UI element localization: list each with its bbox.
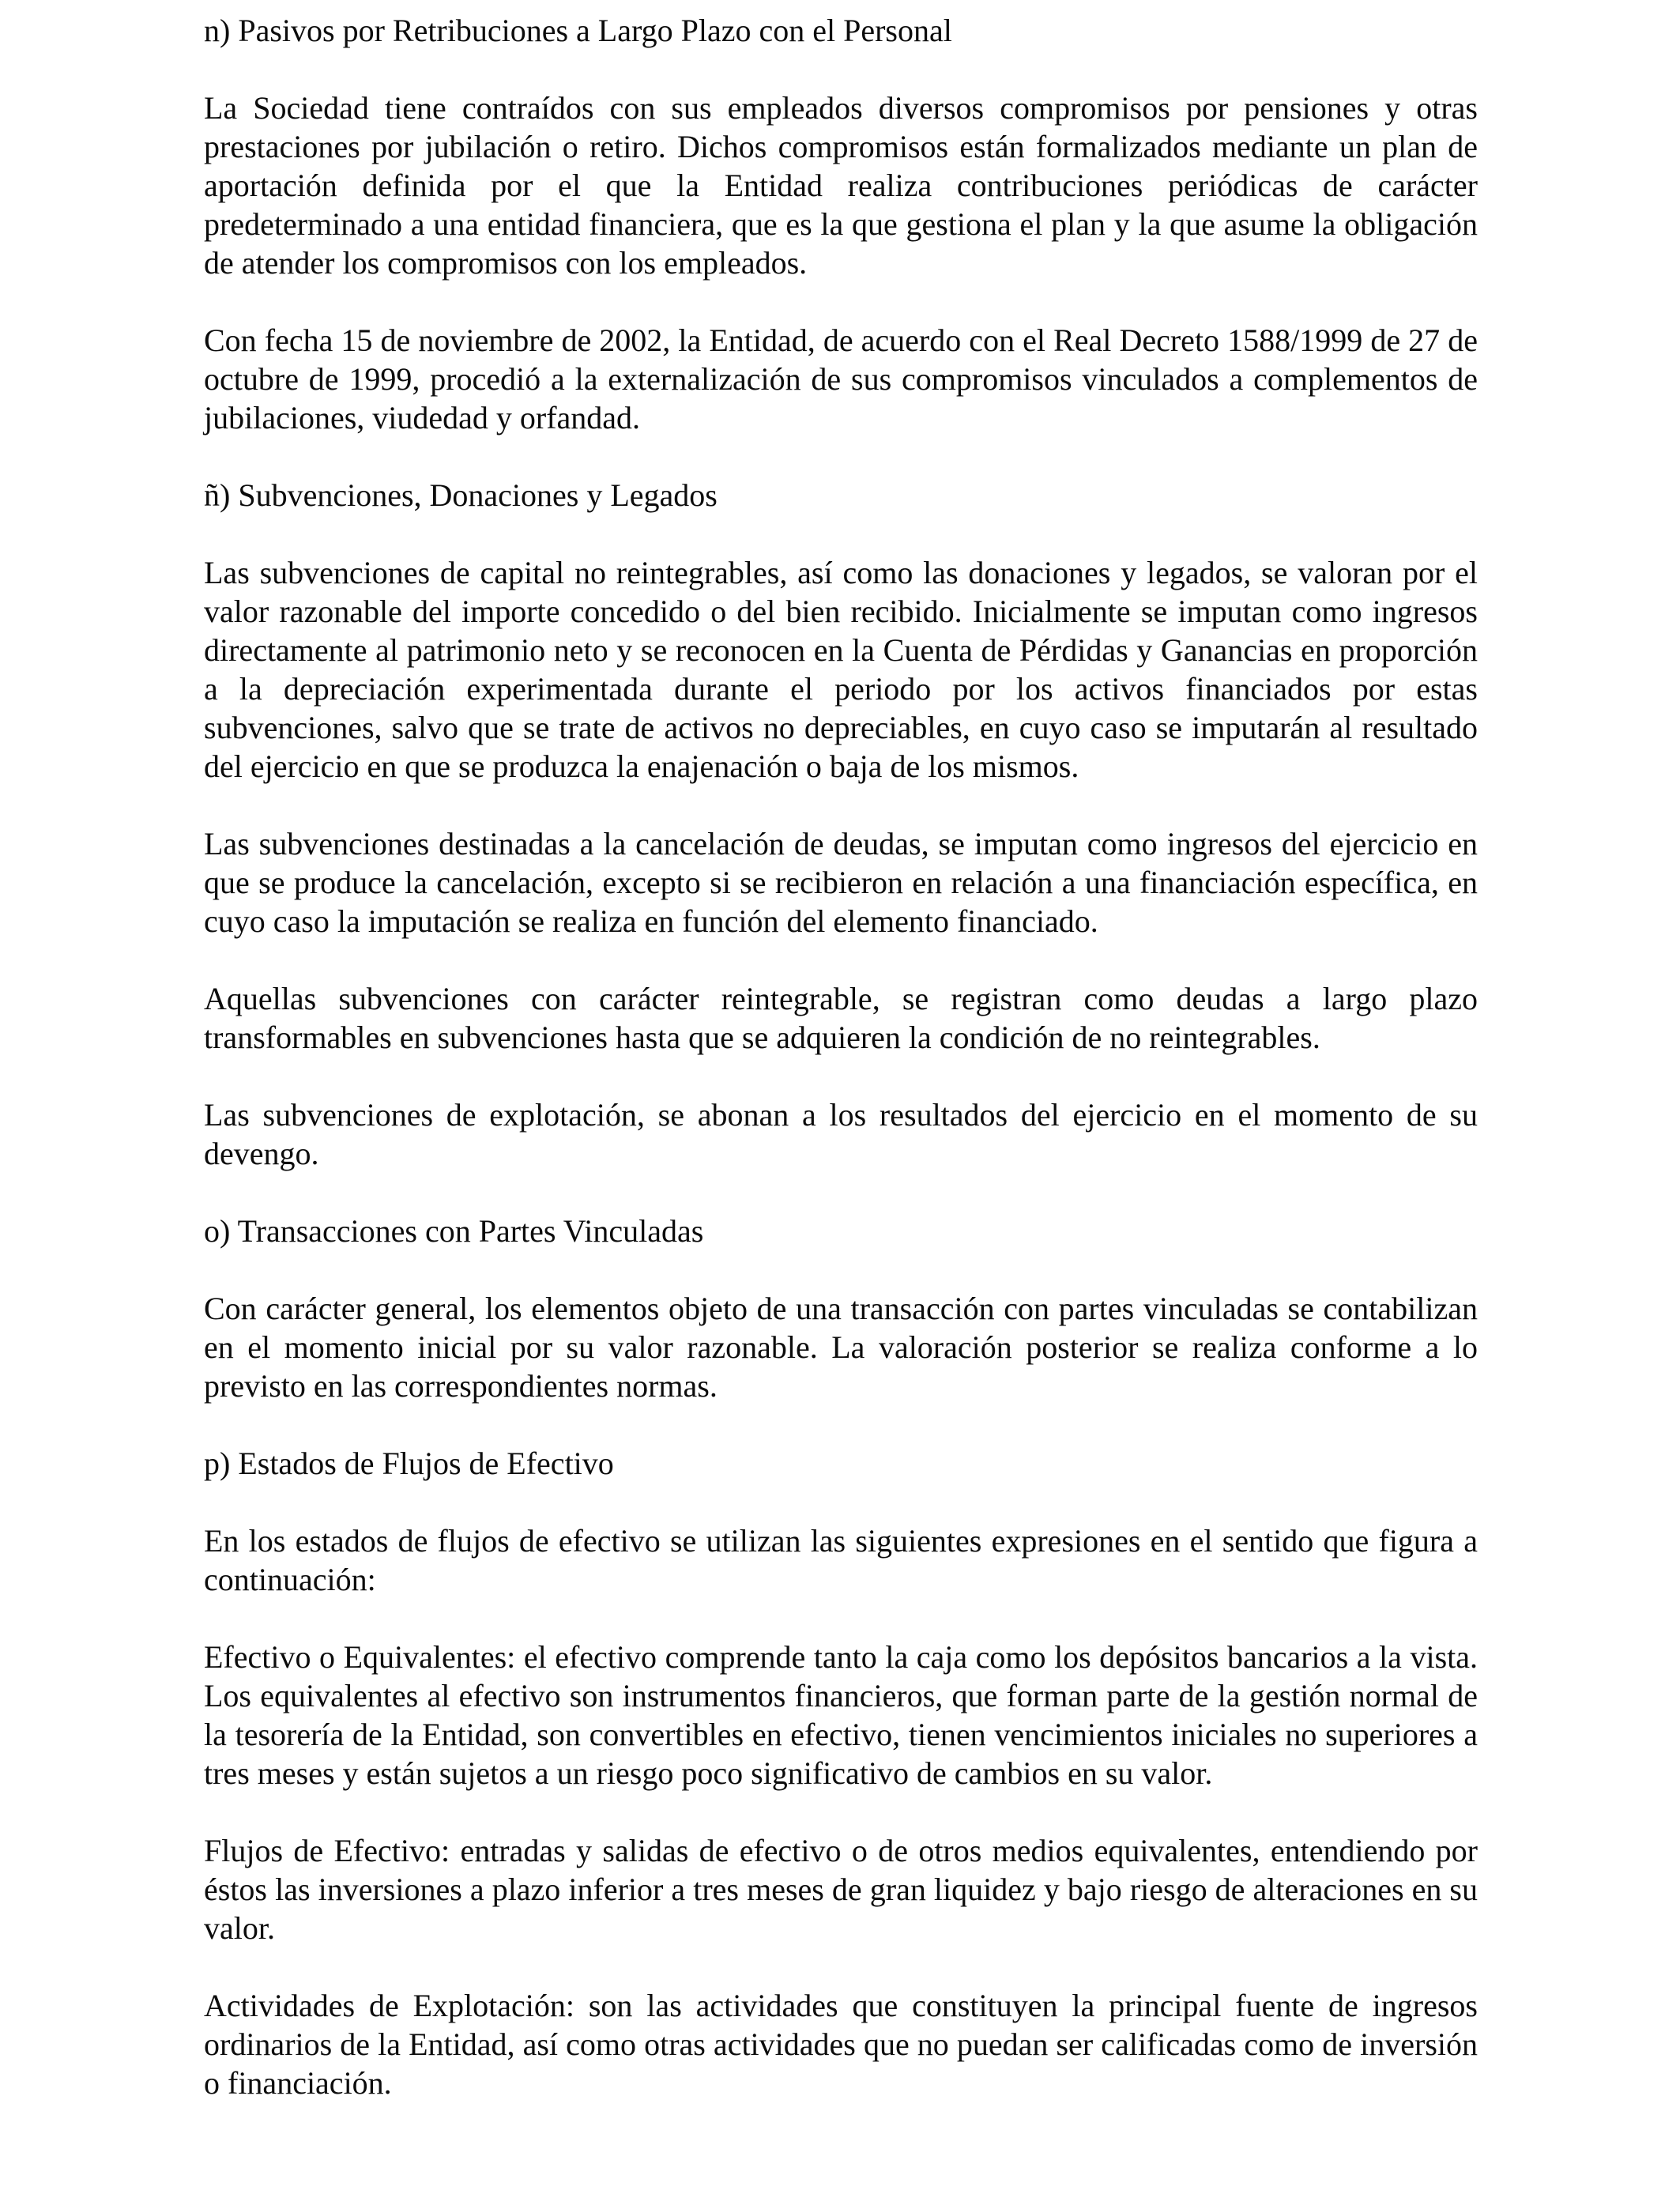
- section-heading-p: p) Estados de Flujos de Efectivo: [204, 1446, 614, 1481]
- section-heading-n: n) Pasivos por Retribuciones a Largo Plazo con el Personal: [204, 13, 952, 48]
- paragraph: Con fecha 15 de noviembre de 2002, la Entidad, de acuerdo con el Real Decreto 1588/1999 de 27 de octubre de 1999, procedió a la externalización de sus compromisos vinculados a complementos de jubilaciones, viudedad y orfandad.: [204, 322, 1478, 435]
- paragraph: En los estados de flujos de efectivo se utilizan las siguientes expresiones en el sentido que figura a continuación:: [204, 1523, 1478, 1597]
- paragraph: Aquellas subvenciones con carácter reintegrable, se registran como deudas a largo plazo transformables en subvenciones hasta que se adquieren la condición de no reintegrables.: [204, 981, 1478, 1055]
- paragraph: Las subvenciones destinadas a la cancelación de deudas, se imputan como ingresos del ejercicio en que se produce la cancelación, excepto si se recibieron en relación a una financiación específica, en cuyo caso la imputación se realiza en función del elemento financiado.: [204, 826, 1478, 939]
- paragraph: La Sociedad tiene contraídos con sus empleados diversos compromisos por pensiones y otras prestaciones por jubilación o retiro. Dichos compromisos están formalizados mediante un plan de aportación definida por el que la Entidad realiza contribuciones periódicas de carácter predeterminado a una entidad financiera, que es la que gestiona el plan y la que asume la obligación de atender los compromisos con los empleados.: [204, 90, 1478, 281]
- paragraph: Con carácter general, los elementos objeto de una transacción con partes vinculadas se contabilizan en el momento inicial por su valor razonable. La valoración posterior se realiza conforme a lo previsto en las correspondientes normas.: [204, 1291, 1478, 1404]
- section-heading-o: o) Transacciones con Partes Vinculadas: [204, 1213, 704, 1249]
- document-page: [204, 11, 1478, 2141]
- paragraph: Actividades de Explotación: son las actividades que constituyen la principal fuente de ingresos ordinarios de la Entidad, así como otras actividades que no puedan ser calificadas como de inversión o financiación.: [204, 1988, 1478, 2101]
- section-heading-enie: ñ) Subvenciones, Donaciones y Legados: [204, 477, 718, 513]
- paragraph: Flujos de Efectivo: entradas y salidas de efectivo o de otros medios equivalentes, entendiendo por éstos las inversiones a plazo inferior a tres meses de gran liquidez y bajo riesgo de alteraciones en su valor.: [204, 1833, 1478, 1946]
- paragraph: Efectivo o Equivalentes: el efectivo comprende tanto la caja como los depósitos bancarios a la vista. Los equivalentes al efectivo son instrumentos financieros, que forman parte de la gestión normal de la tesorería de la Entidad, son convertibles en efectivo, tienen vencimientos iniciales no superiores a tres meses y están sujetos a un riesgo poco significativo de cambios en su valor.: [204, 1639, 1478, 1791]
- paragraph: Las subvenciones de capital no reintegrables, así como las donaciones y legados, se valoran por el valor razonable del importe concedido o del bien recibido. Inicialmente se imputan como ingresos directamente al patrimonio neto y se reconocen en la Cuenta de Pérdidas y Ganancias en proporción a la depreciación experimentada durante el periodo por los activos financiados por estas subvenciones, salvo que se trate de activos no depreciables, en cuyo caso se imputarán al resultado del ejercicio en que se produzca la enajenación o baja de los mismos.: [204, 555, 1478, 784]
- paragraph: Las subvenciones de explotación, se abonan a los resultados del ejercicio en el momento de su devengo.: [204, 1097, 1478, 1171]
